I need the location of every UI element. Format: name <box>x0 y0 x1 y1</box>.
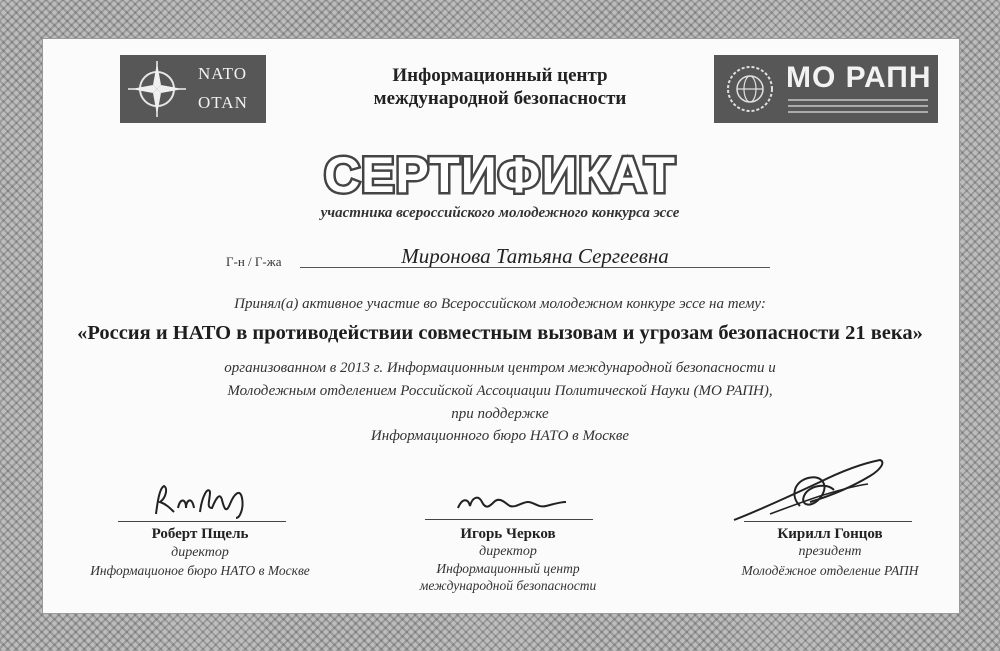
nato-logo <box>120 55 266 123</box>
signatory-2-org <box>378 560 638 594</box>
signatory-1-org-line: Информационое бюро НАТО в Москве <box>90 563 310 578</box>
issuer-title <box>350 64 650 110</box>
certificate-title-text: СЕРТИФИКАТ <box>324 147 676 203</box>
signatory-1-name: Роберт Пщель <box>151 526 249 542</box>
signatory-2-role: директор <box>479 544 537 559</box>
organizer-line-4: Информационного бюро НАТО в Москве <box>370 428 630 444</box>
issuer-title-line2: международной безопасности <box>373 88 627 109</box>
honorific-label: Г-н / Г-жа <box>226 254 282 269</box>
signature-line-2 <box>425 519 593 520</box>
organizer-line-1: организованном в 2013 г. Информационным центром международной безопасности и <box>224 360 776 376</box>
recipient-underline <box>300 267 770 268</box>
certificate-subtitle: участника всероссийского молодежного конкурса эссе <box>320 205 680 221</box>
organizer-line-2: Молодежным отделением Российской Ассоциации Политической Науки (МО РАПН), <box>227 383 773 399</box>
signature-3 <box>730 456 890 526</box>
logo-tagline-lines <box>788 99 928 117</box>
essay-topic: «Россия и НАТО в противодействии совместным вызовам и угрозам безопасности 21 века» <box>77 322 923 344</box>
nato-compass-star-icon <box>128 61 186 117</box>
globe-emblem-icon <box>720 60 780 118</box>
signature-1 <box>150 478 260 520</box>
signature-2 <box>452 488 572 518</box>
otan-text: OTAN <box>198 93 248 112</box>
certificate-title <box>250 140 750 206</box>
participation-text: Принял(а) активное участие во Всероссийском молодежном конкуре эссе на тему: <box>234 296 766 312</box>
signatory-2-org-line-1: Информационный центр <box>436 561 580 576</box>
signatory-3-org <box>690 562 970 579</box>
signature-line-1 <box>118 521 286 522</box>
signatory-3-role: президент <box>798 544 862 559</box>
organizer-line-3: при поддержке <box>451 406 549 422</box>
recipient-name: Миронова Татьяна Сергеевна <box>401 244 669 268</box>
issuer-title-line1: Информационный центр <box>392 65 608 86</box>
nato-text: NATO <box>198 64 248 83</box>
signatory-2-org-line-2: международной безопасности <box>419 578 597 593</box>
signatory-3-org-line: Молодёжное отделение РАПН <box>741 563 919 578</box>
signatory-2-name: Игорь Черков <box>460 526 556 542</box>
mo-rapn-logo <box>714 55 938 123</box>
signatory-3-name: Кирилл Гонцов <box>777 526 883 542</box>
signatory-1-role: директор <box>171 545 229 560</box>
signatory-1-org <box>60 562 340 579</box>
mo-rapn-text: МО РАПН <box>786 61 932 94</box>
signature-line-3 <box>744 521 912 522</box>
